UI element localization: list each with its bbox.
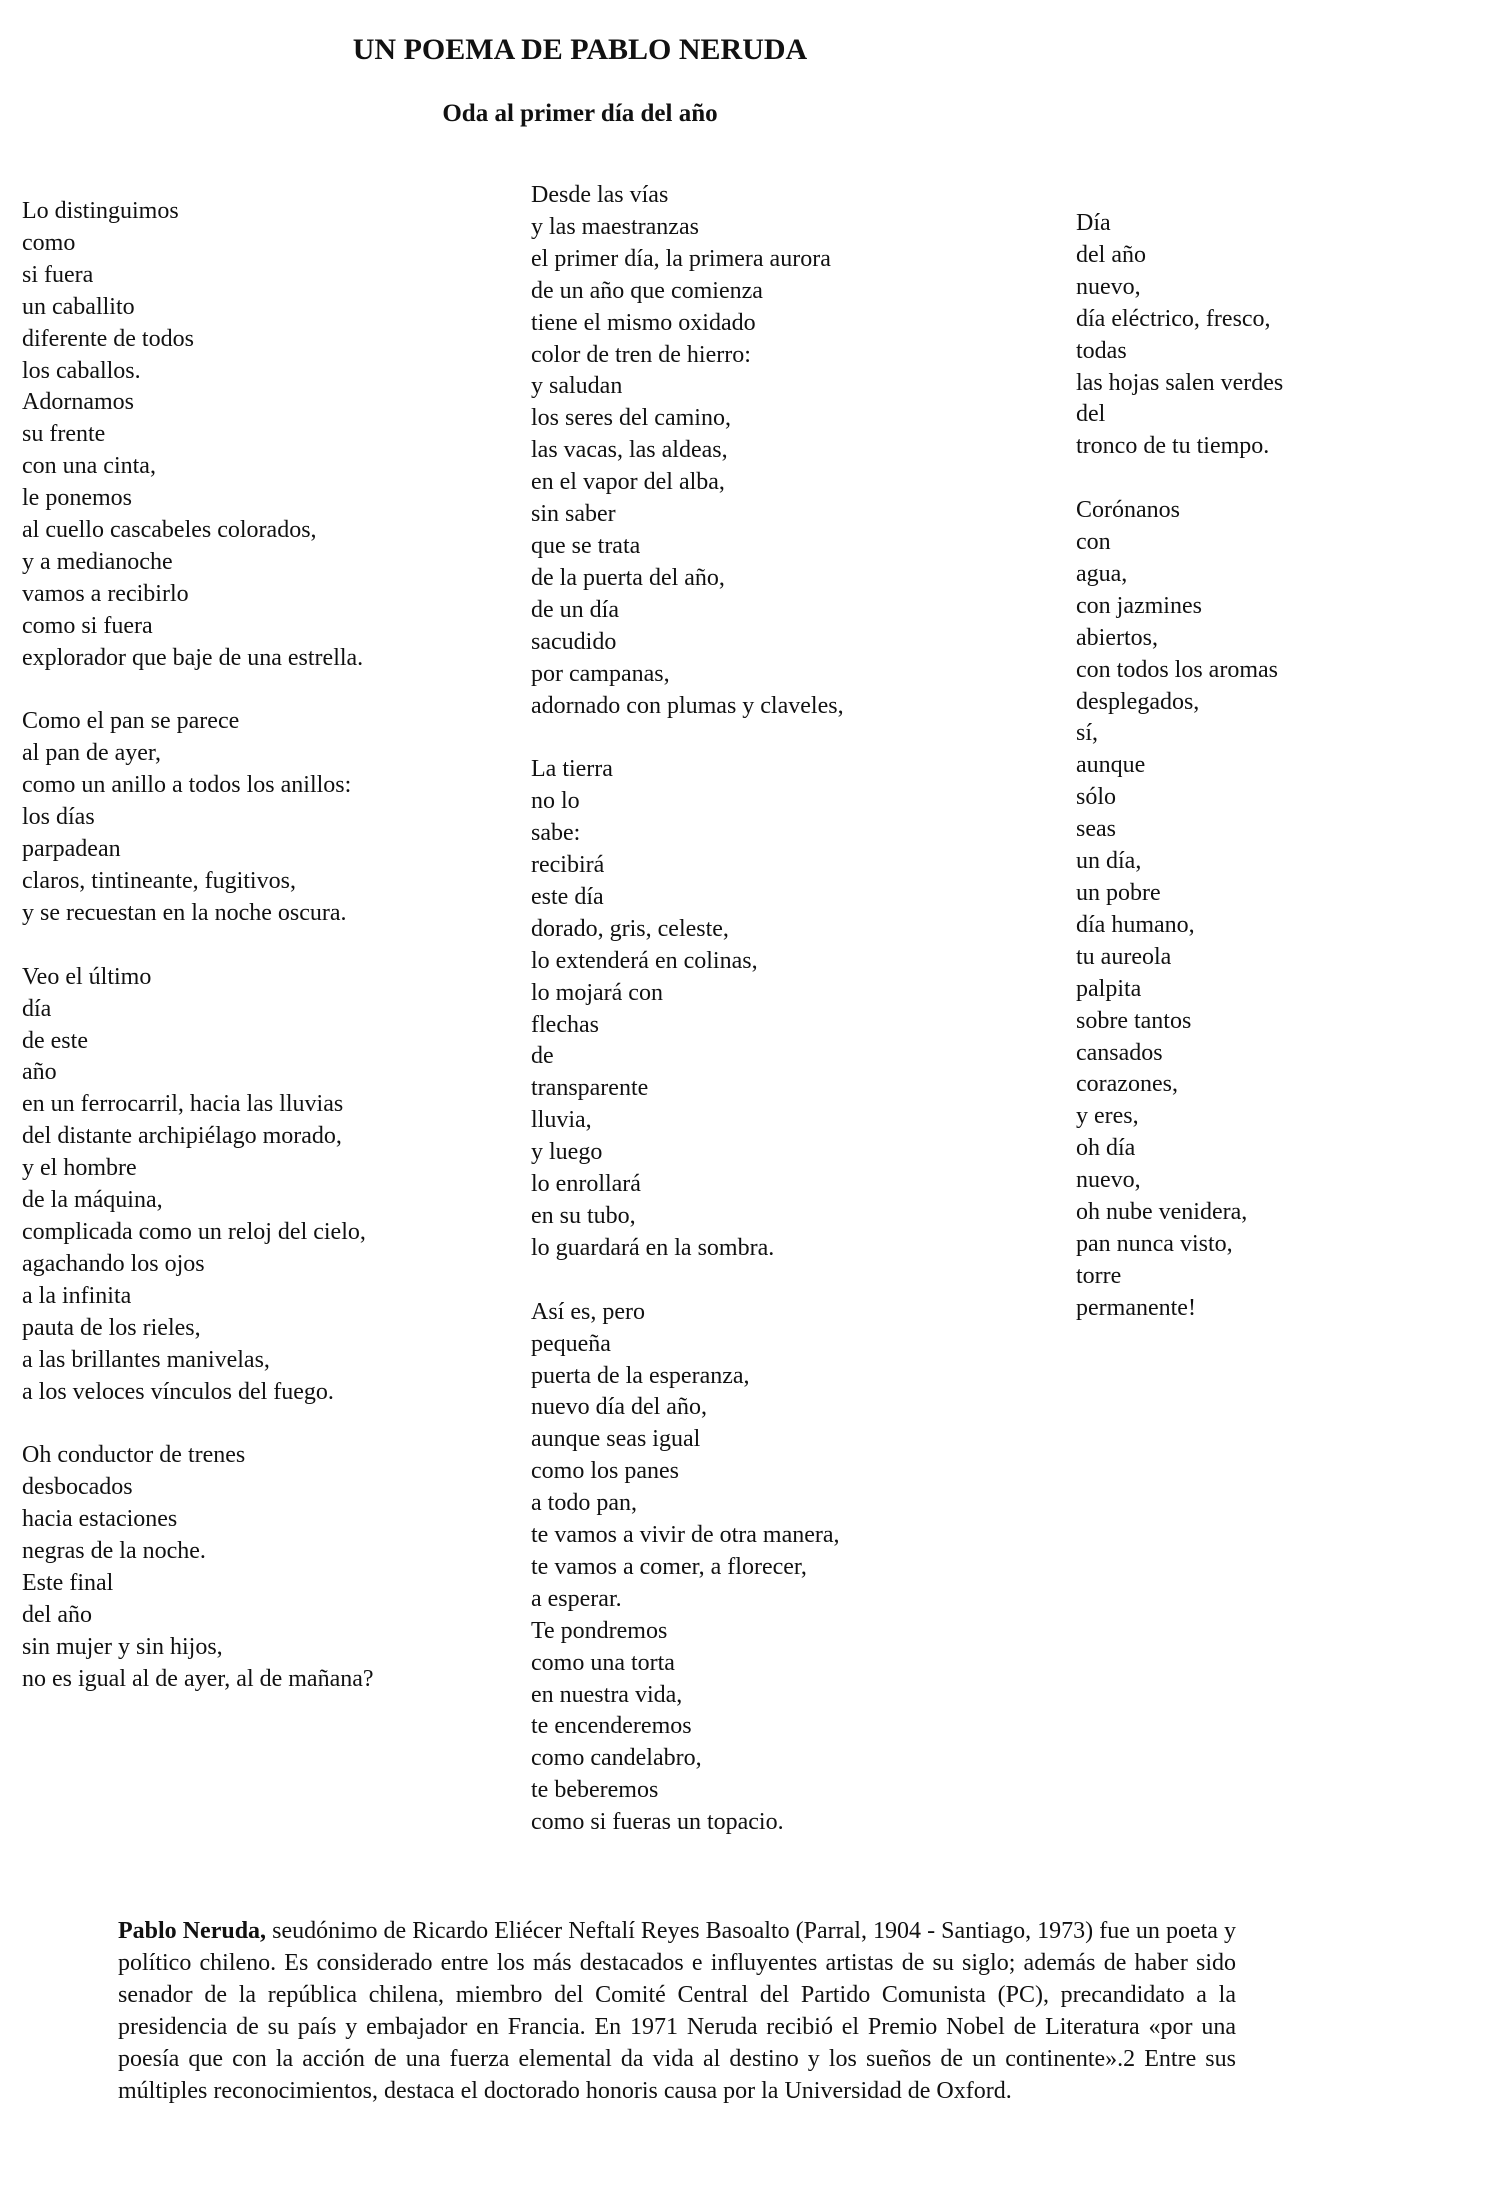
verse-line: oh nube venidera, — [1076, 1199, 1248, 1226]
verse-line: lo guardará en la sombra. — [531, 1234, 775, 1261]
poem-column-2 — [531, 180, 1031, 1839]
stanza — [1076, 495, 1476, 1325]
verse-line: día humano, — [1076, 911, 1195, 938]
verse-line: día eléctrico, fresco, — [1076, 305, 1271, 332]
verse-line: Adornamos — [22, 389, 134, 416]
verse-line: año — [22, 1059, 57, 1086]
verse-line: tiene el mismo oxidado — [531, 309, 756, 336]
verse-line: como un anillo a todos los anillos: — [22, 772, 352, 799]
verse-line: aunque seas igual — [531, 1426, 701, 1453]
author-biography — [118, 1916, 1236, 2107]
verse-line: adornado con plumas y claveles, — [531, 692, 844, 719]
verse-line: Como el pan se parece — [22, 708, 240, 735]
verse-line: desbocados — [22, 1474, 133, 1501]
verse-line: claros, tintineante, fugitivos, — [22, 868, 296, 895]
verse-line: agua, — [1076, 560, 1128, 587]
stanza — [22, 196, 512, 675]
verse-line: con una cinta, — [22, 453, 156, 480]
poem-column-1 — [22, 196, 512, 1696]
verse-line: el primer día, la primera aurora — [531, 245, 831, 272]
stanza — [531, 180, 1031, 722]
verse-line: oh día — [1076, 1135, 1136, 1162]
verse-line: pauta de los rieles, — [22, 1314, 201, 1341]
verse-line: nuevo día del año, — [531, 1394, 707, 1421]
stanza — [22, 1440, 512, 1695]
verse-line: flechas — [531, 1011, 599, 1038]
verse-line: lluvia, — [531, 1107, 592, 1134]
verse-line: tronco de tu tiempo. — [1076, 433, 1270, 460]
verse-line: como — [22, 229, 76, 256]
verse-line: sacudido — [531, 628, 617, 655]
verse-line: seas — [1076, 816, 1116, 843]
verse-line: como candelabro, — [531, 1745, 702, 1772]
verse-line: lo extenderá en colinas, — [531, 947, 758, 974]
verse-line: no es igual al de ayer, al de mañana? — [22, 1665, 374, 1692]
verse-line: su frente — [22, 421, 106, 448]
verse-line: como los panes — [531, 1458, 679, 1485]
verse-line: Así es, pero — [531, 1298, 645, 1325]
poem-title: Oda al primer día del año — [442, 100, 718, 127]
verse-line: de un día — [531, 596, 619, 623]
verse-line: los días — [22, 804, 95, 831]
verse-line: desplegados, — [1076, 688, 1200, 715]
verse-line: como si fueras un topacio. — [531, 1809, 784, 1836]
verse-line: tu aureola — [1076, 943, 1172, 970]
verse-line: y luego — [531, 1139, 603, 1166]
verse-line: día — [22, 995, 52, 1022]
verse-line: negras de la noche. — [22, 1538, 206, 1565]
verse-line: no lo — [531, 788, 580, 815]
verse-line: nuevo, — [1076, 273, 1141, 300]
verse-line: complicada como un reloj del cielo, — [22, 1218, 366, 1245]
verse-line: todas — [1076, 337, 1127, 364]
verse-line: Día — [1076, 210, 1111, 236]
verse-line: pan nunca visto, — [1076, 1230, 1233, 1257]
verse-line: recibirá — [531, 852, 605, 879]
verse-line: de la máquina, — [22, 1187, 163, 1214]
verse-line: como si fuera — [22, 612, 153, 639]
verse-line: este día — [531, 883, 604, 910]
verse-line: Lo distinguimos — [22, 198, 179, 224]
stanza — [531, 1297, 1031, 1839]
verse-line: Corónanos — [1076, 497, 1180, 524]
page-title: UN POEMA DE PABLO NERUDA — [352, 33, 808, 66]
verse-line: por campanas, — [531, 660, 670, 687]
verse-line: los seres del camino, — [531, 405, 731, 432]
verse-line: hacia estaciones — [22, 1506, 178, 1533]
verse-line: pequeña — [531, 1330, 611, 1357]
verse-line: le ponemos — [22, 485, 132, 512]
verse-line: Te pondremos — [531, 1617, 668, 1644]
verse-line: explorador que baje de una estrella. — [22, 644, 364, 671]
stanza — [22, 706, 512, 929]
verse-line: puerta de la esperanza, — [531, 1362, 750, 1389]
verse-line: con — [1076, 529, 1111, 556]
verse-line: lo enrollará — [531, 1171, 641, 1198]
verse-line: a esperar. — [531, 1585, 622, 1612]
verse-line: y eres, — [1076, 1103, 1139, 1130]
stanza — [22, 962, 512, 1409]
author-name: Pablo Neruda, — [118, 1918, 267, 1944]
verse-line: de este — [22, 1027, 88, 1054]
verse-line: y saludan — [531, 373, 623, 400]
verse-line: Desde las vías — [531, 182, 669, 208]
verse-line: de la puerta del año, — [531, 564, 725, 591]
verse-line: del año — [22, 1601, 92, 1628]
verse-line: cansados — [1076, 1039, 1163, 1066]
verse-line: y a medianoche — [22, 548, 173, 575]
verse-line: si fuera — [22, 261, 94, 288]
verse-line: las vacas, las aldeas, — [531, 437, 728, 464]
verse-line: con todos los aromas — [1076, 656, 1278, 683]
verse-line: transparente — [531, 1075, 649, 1102]
verse-line: color de tren de hierro: — [531, 341, 751, 368]
poem-column-3 — [1076, 208, 1476, 1325]
verse-line: corazones, — [1076, 1071, 1178, 1098]
verse-line: te encenderemos — [531, 1713, 692, 1740]
verse-line: y se recuestan en la noche oscura. — [22, 899, 347, 926]
verse-line: Veo el último — [22, 963, 152, 990]
verse-line: del — [1076, 401, 1106, 428]
verse-line: a los veloces vínculos del fuego. — [22, 1378, 334, 1405]
verse-line: un pobre — [1076, 880, 1161, 907]
verse-line: los caballos. — [22, 357, 141, 384]
verse-line: La tierra — [531, 756, 613, 783]
verse-line: diferente de todos — [22, 325, 194, 352]
verse-line: que se trata — [531, 532, 641, 559]
verse-line: las hojas salen verdes — [1076, 369, 1284, 396]
verse-line: torre — [1076, 1262, 1122, 1289]
verse-line: parpadean — [22, 836, 121, 863]
stanza — [531, 754, 1031, 1265]
verse-line: de — [531, 1043, 554, 1070]
verse-line: al cuello cascabeles colorados, — [22, 517, 317, 544]
verse-line: sin saber — [531, 501, 616, 528]
verse-line: sólo — [1076, 784, 1117, 811]
verse-line: palpita — [1076, 975, 1142, 1002]
verse-line: y el hombre — [22, 1155, 137, 1182]
verse-line: abiertos, — [1076, 624, 1158, 651]
verse-line: Este final — [22, 1569, 114, 1596]
verse-line: aunque — [1076, 752, 1146, 779]
verse-line: permanente! — [1076, 1294, 1196, 1321]
verse-line: dorado, gris, celeste, — [531, 915, 729, 942]
verse-line: al pan de ayer, — [22, 740, 161, 767]
author-bio-text: seudónimo de Ricardo Eliécer Neftalí Reyes Basoalto (Parral, 1904 - Santiago, 1973) fue un poeta y político chileno. Es considerado entre los más destacados e influyentes artistas de su siglo; además de haber sido senador de la república chilena, miembro del Comité Central del Partido Comunista (PC), precandidato a la presidencia de su país y embajador en Francia. En 1971 Neruda recibió el Premio Nobel de Literatura «por una poesía que con la acción de una fuerza elemental da vida al destino y los sueños de un continente».2 Entre sus múltiples reconocimientos, destaca el doctorado honoris causa por la Universidad de Oxford. — [118, 1918, 1236, 2104]
verse-line: como una torta — [531, 1649, 675, 1676]
verse-line: nuevo, — [1076, 1167, 1141, 1194]
verse-line: un caballito — [22, 293, 135, 320]
verse-line: sí, — [1076, 720, 1099, 747]
verse-line: te beberemos — [531, 1777, 659, 1804]
verse-line: te vamos a comer, a florecer, — [531, 1553, 807, 1580]
verse-line: del año — [1076, 241, 1146, 268]
verse-line: en su tubo, — [531, 1202, 636, 1229]
verse-line: en el vapor del alba, — [531, 469, 725, 496]
verse-line: a todo pan, — [531, 1490, 637, 1517]
verse-line: vamos a recibirlo — [22, 580, 189, 607]
verse-line: un día, — [1076, 848, 1142, 875]
verse-line: y las maestranzas — [531, 213, 699, 240]
verse-line: en nuestra vida, — [531, 1681, 683, 1708]
verse-line: del distante archipiélago morado, — [22, 1123, 342, 1150]
verse-line: de un año que comienza — [531, 277, 763, 304]
verse-line: agachando los ojos — [22, 1250, 205, 1277]
verse-line: a la infinita — [22, 1282, 132, 1309]
verse-line: a las brillantes manivelas, — [22, 1346, 270, 1373]
verse-line: en un ferrocarril, hacia las lluvias — [22, 1091, 344, 1118]
verse-line: Oh conductor de trenes — [22, 1442, 246, 1469]
verse-line: sobre tantos — [1076, 1007, 1192, 1034]
verse-line: sabe: — [531, 820, 581, 847]
verse-line: lo mojará con — [531, 979, 663, 1006]
verse-line: te vamos a vivir de otra manera, — [531, 1522, 840, 1549]
stanza — [1076, 208, 1476, 463]
verse-line: con jazmines — [1076, 592, 1202, 619]
verse-line: sin mujer y sin hijos, — [22, 1633, 223, 1660]
